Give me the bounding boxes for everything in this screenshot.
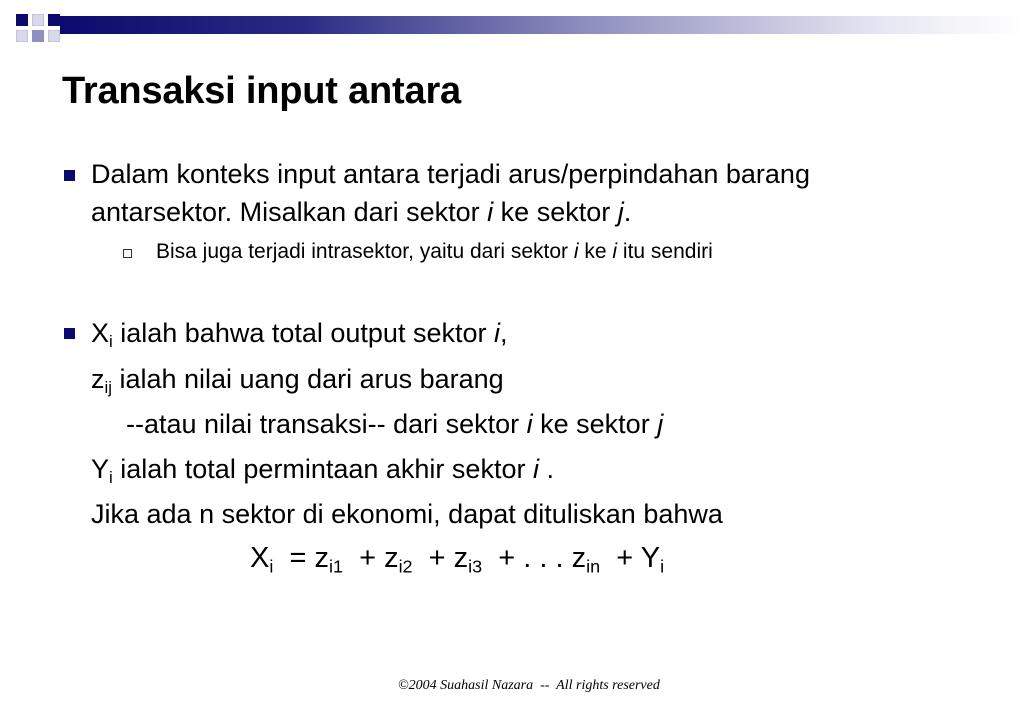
equation: $X_i = z_{i1} + z_{i2} + z_{i3}$ + . . . $z_{in} + Y_i$ [250, 542, 665, 577]
decorative-square [32, 14, 44, 26]
slide-title: Transaksi input antara [62, 70, 461, 112]
definition-y: $Y_i$ ialah total permintaan akhir sektor i . [91, 454, 554, 488]
decorative-square [16, 30, 28, 42]
copyright-footer: ©2004 Suahasil Nazara -- All rights reserved [398, 678, 660, 693]
decorative-square [16, 14, 28, 26]
bullet1-line1: Dalam konteks input antara terjadi arus/perpindahan barang [91, 159, 810, 189]
sub-bullet-text: Bisa juga terjadi intrasektor, yaitu dari sektor i ke i itu sendiri [156, 240, 713, 263]
decorative-square [32, 30, 44, 42]
jika-statement: Jika ada n sektor di ekonomi, dapat dituliskan bahwa [91, 499, 723, 529]
bullet1-line2: antarsektor. Misalkan dari sektor i ke sektor j. [91, 197, 632, 227]
definition-x: $X_i$ ialah bahwa total output sektor i, [91, 318, 508, 352]
sub-bullet-box-icon [123, 249, 132, 258]
header-gradient-bar [60, 16, 1023, 34]
definition-z: $z_{ij}$ ialah nilai uang dari arus barang [91, 364, 504, 398]
definition-z-continued: --atau nilai transaksi-- dari sektor i ke sektor j [126, 409, 664, 439]
decorative-square [48, 30, 60, 42]
bullet-square-icon [64, 328, 75, 339]
bullet-square-icon [64, 170, 75, 181]
decorative-square [48, 14, 60, 26]
